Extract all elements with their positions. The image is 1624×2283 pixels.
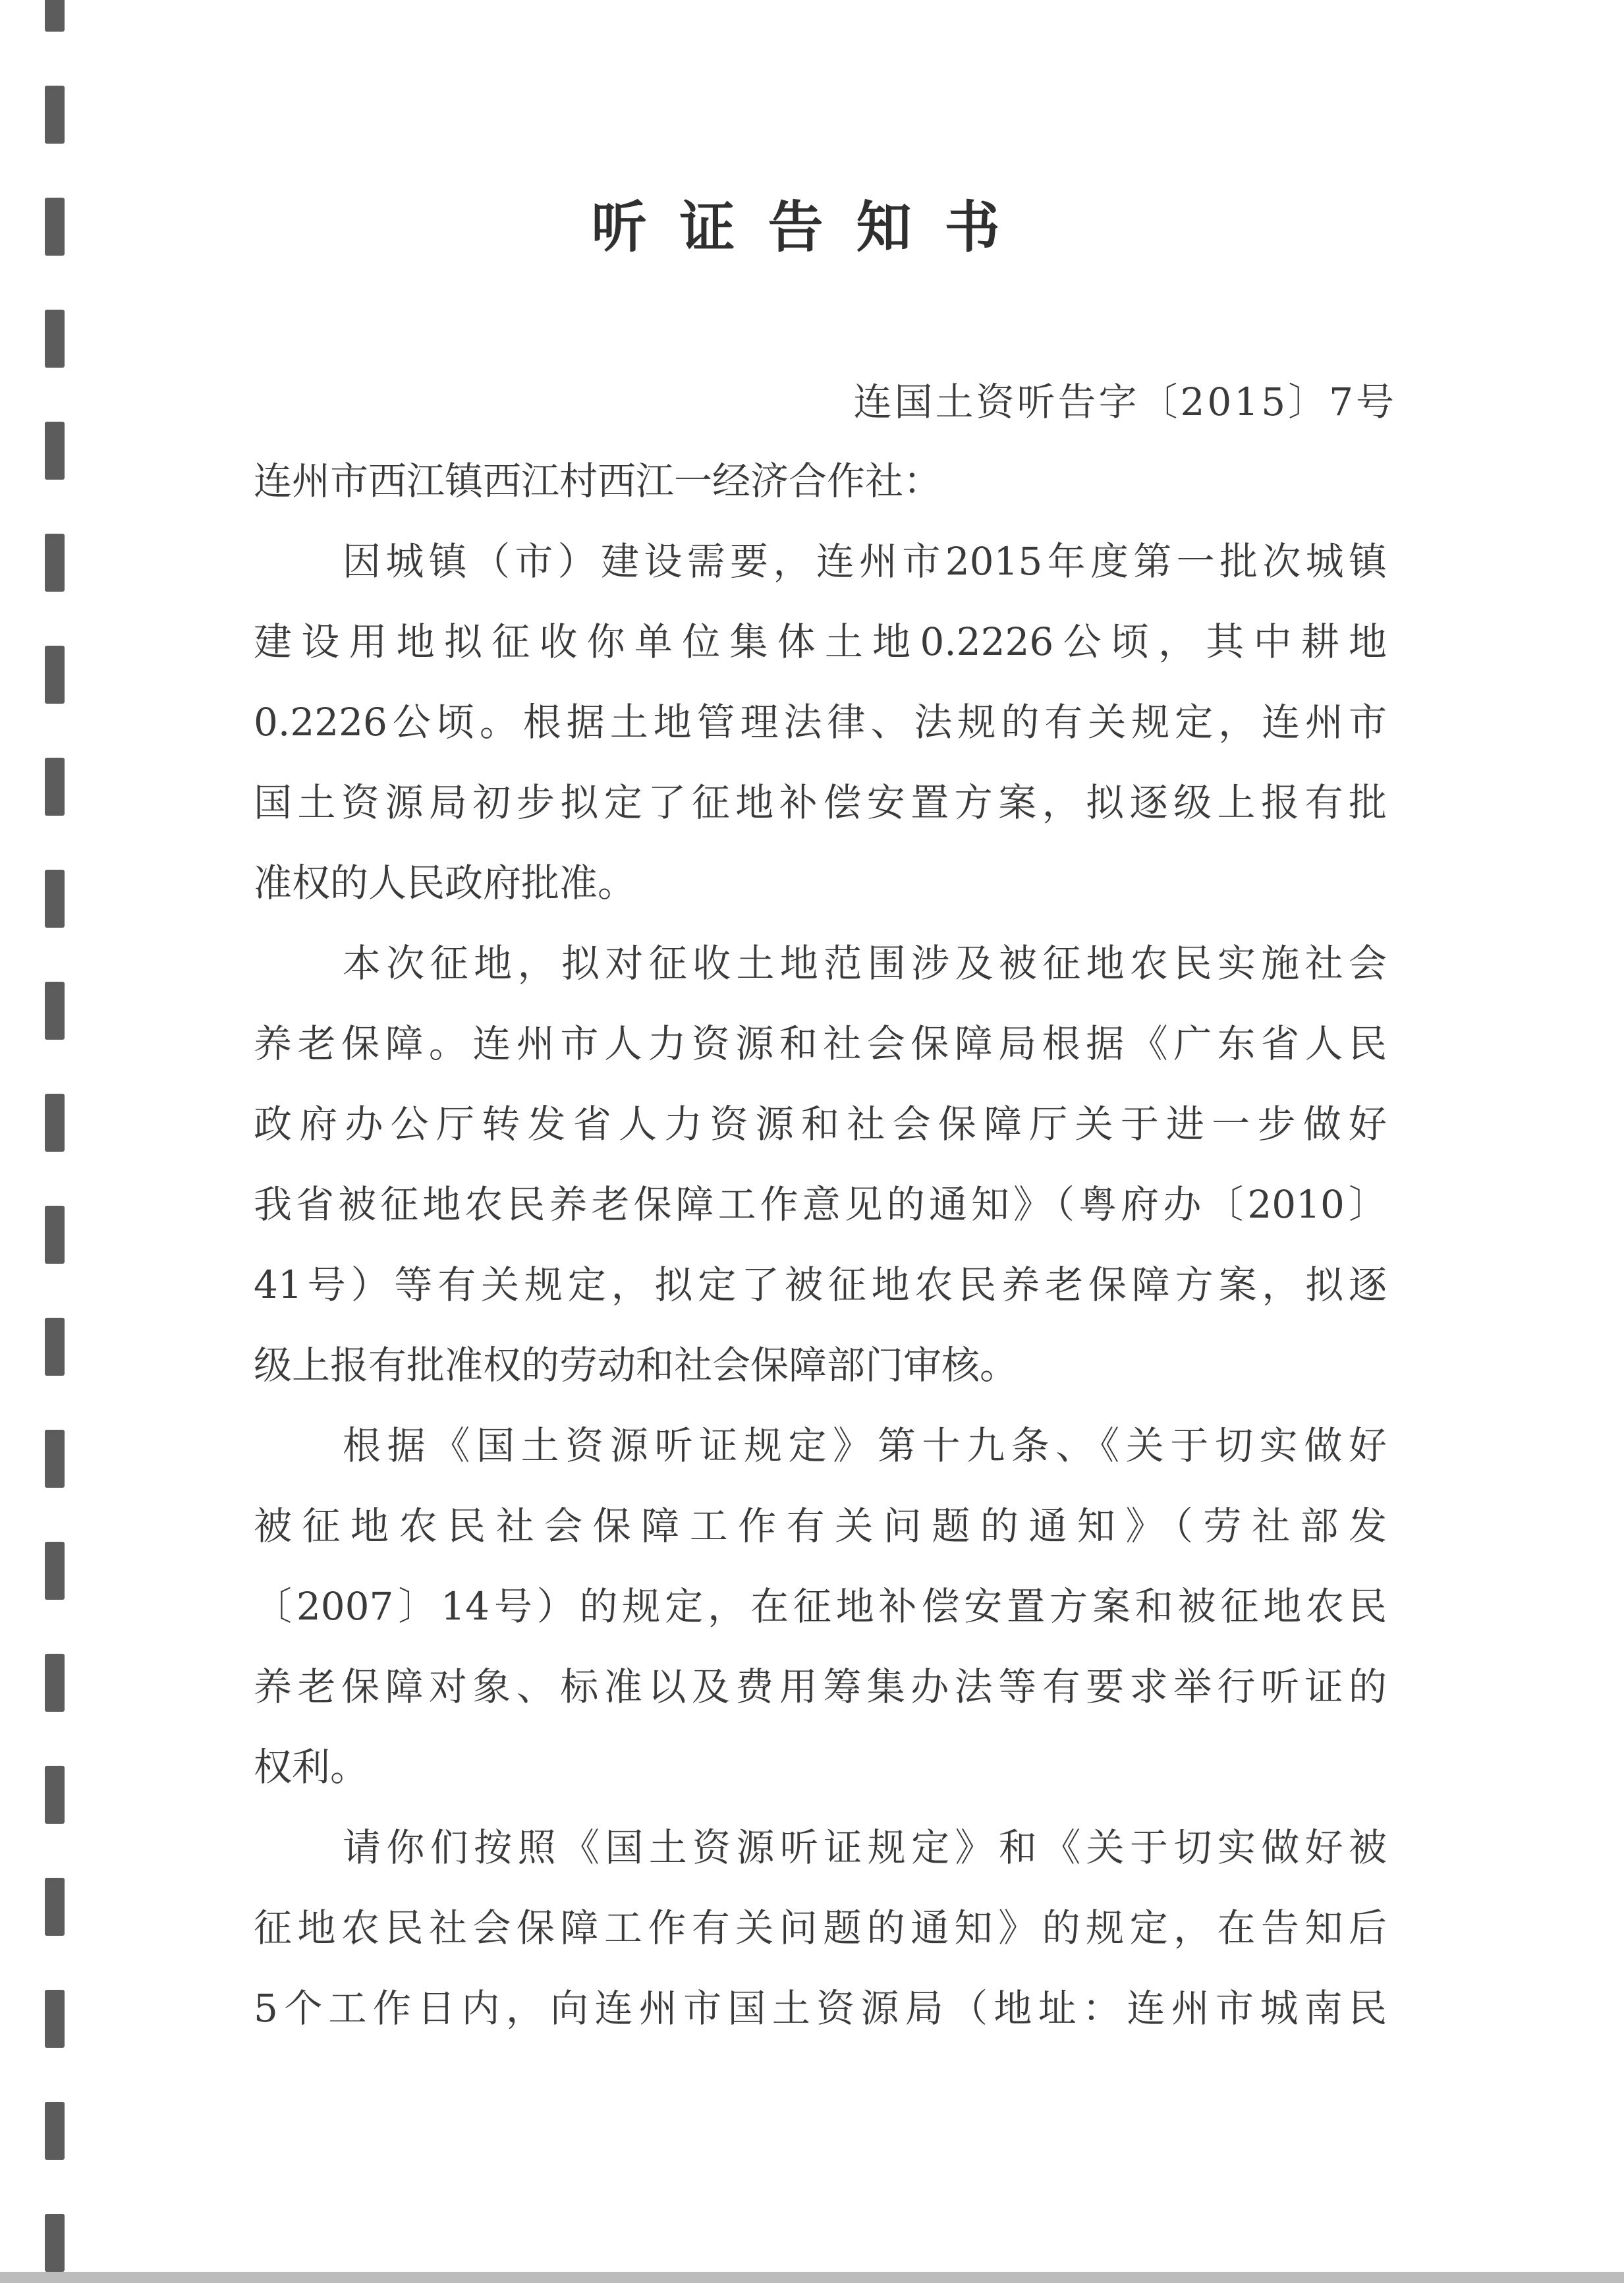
paragraph-3-line-2: 被征地农民社会保障工作有关问题的通知》（劳社部发 bbox=[254, 1504, 1387, 1548]
binding-hole-mark bbox=[45, 1766, 65, 1824]
binding-hole-mark bbox=[45, 2102, 65, 2160]
binding-hole-mark bbox=[45, 1318, 65, 1376]
binding-hole-mark bbox=[45, 1878, 65, 1936]
paragraph-2-line-1: 本次征地，拟对征收土地范围涉及被征地农民实施社会 bbox=[343, 941, 1387, 986]
binding-hole-mark bbox=[45, 982, 65, 1040]
binding-hole-mark bbox=[45, 422, 65, 480]
document-title: 听证告知书 bbox=[591, 194, 1033, 260]
paragraph-3-line-3: 〔2007〕14号）的规定，在征地补偿安置方案和被征地农民 bbox=[254, 1584, 1387, 1629]
binding-hole-mark bbox=[45, 534, 65, 592]
paragraph-1-line-1: 因城镇（市）建设需要，连州市2015年度第一批次城镇 bbox=[343, 539, 1387, 584]
paragraph-2-line-5: 41号）等有关规定，拟定了被征地农民养老保障方案，拟逐 bbox=[254, 1262, 1387, 1307]
paragraph-4-line-3: 5个工作日内，向连州市国土资源局（地址：连州市城南民 bbox=[254, 1986, 1387, 2031]
binding-hole-mark bbox=[45, 1990, 65, 2048]
binding-hole-mark bbox=[45, 758, 65, 816]
binding-hole-mark bbox=[45, 310, 65, 368]
document-number: 连国土资听告字〔2015〕7号 bbox=[853, 380, 1397, 424]
paragraph-1-line-4: 国土资源局初步拟定了征地补偿安置方案，拟逐级上报有批 bbox=[254, 780, 1387, 825]
binding-marks bbox=[45, 0, 67, 2283]
paragraph-1-line-3: 0.2226公顷。根据土地管理法律、法规的有关规定，连州市 bbox=[254, 700, 1387, 745]
paragraph-1-line-5: 准权的人民政府批准。 bbox=[254, 860, 636, 905]
binding-hole-mark bbox=[45, 1094, 65, 1152]
recipient-line: 连州市西江镇西江村西江一经济合作社： bbox=[254, 459, 942, 503]
binding-hole-mark bbox=[45, 0, 65, 32]
paragraph-3-line-5: 权利。 bbox=[254, 1745, 369, 1790]
page-bottom-edge bbox=[0, 2272, 1624, 2283]
binding-hole-mark bbox=[45, 1430, 65, 1488]
binding-hole-mark bbox=[45, 870, 65, 928]
paragraph-2-line-2: 养老保障。连州市人力资源和社会保障局根据《广东省人民 bbox=[254, 1021, 1387, 1066]
paragraph-2-line-6: 级上报有批准权的劳动和社会保障部门审核。 bbox=[254, 1343, 1019, 1388]
binding-hole-mark bbox=[45, 1206, 65, 1264]
paragraph-4-line-1: 请你们按照《国土资源听证规定》和《关于切实做好被 bbox=[343, 1825, 1387, 1870]
paragraph-3-line-4: 养老保障对象、标准以及费用筹集办法等有要求举行听证的 bbox=[254, 1664, 1387, 1709]
binding-hole-mark bbox=[45, 86, 65, 144]
paragraph-3-line-1: 根据《国土资源听证规定》第十九条、《关于切实做好 bbox=[343, 1423, 1387, 1468]
binding-hole-mark bbox=[45, 1542, 65, 1600]
binding-hole-mark bbox=[45, 2214, 65, 2272]
paragraph-2-line-3: 政府办公厅转发省人力资源和社会保障厅关于进一步做好 bbox=[254, 1102, 1387, 1146]
binding-hole-mark bbox=[45, 1654, 65, 1712]
paragraph-4-line-2: 征地农民社会保障工作有关问题的通知》的规定，在告知后 bbox=[254, 1905, 1387, 1950]
paragraph-2-line-4: 我省被征地农民养老保障工作意见的通知》（粤府办〔2010〕 bbox=[254, 1182, 1387, 1227]
binding-hole-mark bbox=[45, 646, 65, 704]
paragraph-1-line-2: 建设用地拟征收你单位集体土地0.2226公顷，其中耕地 bbox=[254, 619, 1387, 664]
